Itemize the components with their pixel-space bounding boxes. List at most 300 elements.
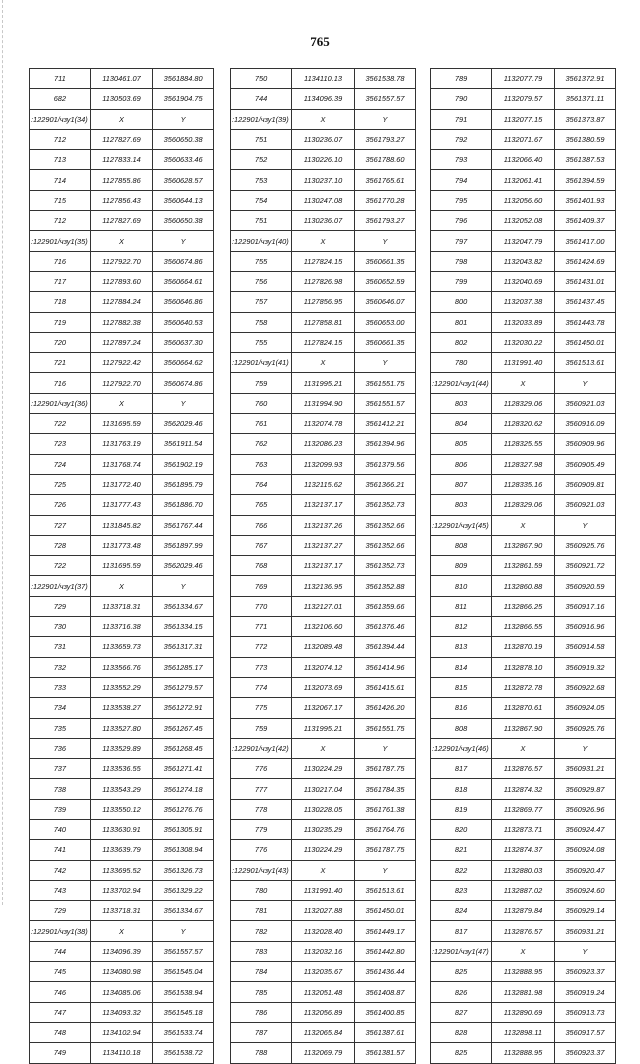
parcel-id-cell: :122901/чзу1(41) [231,353,292,373]
table-row [30,535,214,555]
point-number-cell: 757 [231,292,292,312]
y-header-cell: Y [153,231,214,251]
point-number-cell: 761 [231,414,292,434]
point-number-cell: 732 [30,657,91,677]
x-coordinate-cell: 1133630.91 [90,819,153,839]
point-number-cell: 797 [431,231,492,251]
parcel-header-row [431,515,616,535]
x-coordinate-cell: 1132867.90 [492,718,555,738]
table-row [231,677,416,697]
point-number-cell: 808 [431,718,492,738]
y-coordinate-cell: 3561793.27 [354,211,415,231]
y-coordinate-cell: 3561387.53 [554,150,615,170]
y-coordinate-cell: 3561417.00 [554,231,615,251]
table-row [30,840,214,860]
point-number-cell: 712 [30,129,91,149]
point-number-cell: 768 [231,556,292,576]
x-coordinate-cell: 1133543.29 [90,779,153,799]
y-coordinate-cell: 3562029.46 [153,556,214,576]
y-coordinate-cell: 3561334.67 [153,901,214,921]
y-coordinate-cell: 3560650.38 [153,211,214,231]
table-row [30,819,214,839]
point-number-cell: 724 [30,454,91,474]
y-coordinate-cell: 3560922.68 [554,677,615,697]
point-number-cell: 756 [231,271,292,291]
point-number-cell: 788 [231,1043,292,1063]
y-coordinate-cell: 3561334.15 [153,617,214,637]
y-coordinate-cell: 3561426.20 [354,698,415,718]
point-number-cell: 755 [231,332,292,352]
point-number-cell: 803 [431,393,492,413]
parcel-id-cell: :122901/чзу1(35) [30,231,91,251]
point-number-cell: 738 [30,779,91,799]
coordinates-table-2 [230,68,416,1064]
x-coordinate-cell: 1131768.74 [90,454,153,474]
table-row [30,312,214,332]
x-coordinate-cell: 1132861.59 [492,556,555,576]
x-header-cell: X [292,231,355,251]
table-row [30,454,214,474]
y-coordinate-cell: 3561911.54 [153,434,214,454]
point-number-cell: 824 [431,901,492,921]
x-coordinate-cell: 1132137.17 [292,556,355,576]
point-number-cell: 760 [231,393,292,413]
point-number-cell: 718 [30,292,91,312]
point-number-cell: 750 [231,69,292,89]
table-row [30,596,214,616]
point-number-cell: 742 [30,860,91,880]
point-number-cell: 733 [30,677,91,697]
y-header-cell: Y [554,941,615,961]
y-coordinate-cell: 3561381.57 [354,1043,415,1063]
y-coordinate-cell: 3560921.72 [554,556,615,576]
table-row [30,211,214,231]
table-row [30,515,214,535]
table-row [30,69,214,89]
table-row [431,779,616,799]
table-row [431,799,616,819]
x-coordinate-cell: 1132879.84 [492,901,555,921]
x-coordinate-cell: 1131994.90 [292,393,355,413]
table-row [30,332,214,352]
table-row [30,434,214,454]
table-row [231,454,416,474]
table-row [231,779,416,799]
point-number-cell: 754 [231,190,292,210]
x-coordinate-cell: 1131991.40 [492,353,555,373]
x-coordinate-cell: 1130226.10 [292,150,355,170]
y-coordinate-cell: 3561379.56 [354,454,415,474]
x-coordinate-cell: 1134096.39 [292,89,355,109]
y-coordinate-cell: 3560916.09 [554,414,615,434]
y-coordinate-cell: 3560919.24 [554,982,615,1002]
point-number-cell: 712 [30,211,91,231]
point-number-cell: 776 [231,759,292,779]
point-number-cell: 807 [431,474,492,494]
x-coordinate-cell: 1132867.90 [492,535,555,555]
table-row [231,393,416,413]
x-coordinate-cell: 1133550.12 [90,799,153,819]
y-coordinate-cell: 3560661.35 [354,251,415,271]
coordinates-table-1 [29,68,214,1064]
point-number-cell: 722 [30,414,91,434]
table-row [30,738,214,758]
y-coordinate-cell: 3561412.21 [354,414,415,434]
y-coordinate-cell: 3560924.47 [554,819,615,839]
table-row [231,129,416,149]
y-header-cell: Y [354,738,415,758]
y-coordinate-cell: 3561387.61 [354,1022,415,1042]
table-row [231,982,416,1002]
y-header-cell: Y [354,109,415,129]
y-coordinate-cell: 3561274.18 [153,779,214,799]
x-coordinate-cell: 1132881.98 [492,982,555,1002]
table-row [231,414,416,434]
y-coordinate-cell: 3561279.57 [153,677,214,697]
parcel-header-row [30,393,214,413]
table-row [431,1002,616,1022]
table-row [231,190,416,210]
parcel-header-row [231,109,416,129]
table-row [30,414,214,434]
x-coordinate-cell: 1130237.10 [292,170,355,190]
point-number-cell: 769 [231,576,292,596]
y-coordinate-cell: 3562029.46 [153,414,214,434]
y-coordinate-cell: 3560925.76 [554,535,615,555]
x-coordinate-cell: 1133552.29 [90,677,153,697]
parcel-id-cell: :122901/чзу1(44) [431,373,492,393]
y-header-cell: Y [153,109,214,129]
y-coordinate-cell: 3561372.91 [554,69,615,89]
table-row [30,759,214,779]
x-header-cell: X [492,738,555,758]
point-number-cell: 785 [231,982,292,1002]
table-row [231,617,416,637]
y-coordinate-cell: 3561352.66 [354,535,415,555]
point-number-cell: 801 [431,312,492,332]
x-header-cell: X [90,576,153,596]
y-coordinate-cell: 3560646.86 [153,292,214,312]
table-row [431,677,616,697]
x-coordinate-cell: 1134093.32 [90,1002,153,1022]
x-coordinate-cell: 1128325.55 [492,434,555,454]
table-row [431,170,616,190]
point-number-cell: 813 [431,637,492,657]
table-row [431,474,616,494]
point-number-cell: 755 [231,251,292,271]
table-row [431,454,616,474]
x-coordinate-cell: 1133527.80 [90,718,153,738]
table-row [30,779,214,799]
x-coordinate-cell: 1132086.23 [292,434,355,454]
table-row [231,271,416,291]
y-coordinate-cell: 3561437.45 [554,292,615,312]
y-coordinate-cell: 3561545.04 [153,962,214,982]
x-coordinate-cell: 1130224.29 [292,759,355,779]
table-row [431,657,616,677]
y-coordinate-cell: 3560909.96 [554,434,615,454]
x-coordinate-cell: 1132074.78 [292,414,355,434]
x-coordinate-cell: 1131991.40 [292,880,355,900]
y-coordinate-cell: 3561276.76 [153,799,214,819]
table-row [431,759,616,779]
x-coordinate-cell: 1132898.11 [492,1022,555,1042]
x-coordinate-cell: 1133716.38 [90,617,153,637]
point-number-cell: 721 [30,353,91,373]
y-coordinate-cell: 3561352.73 [354,495,415,515]
table-row [231,657,416,677]
y-coordinate-cell: 3561450.01 [554,332,615,352]
y-coordinate-cell: 3561793.27 [354,129,415,149]
table-row [30,901,214,921]
table-row [30,880,214,900]
table-row [231,921,416,941]
point-number-cell: 763 [231,454,292,474]
y-coordinate-cell: 3561538.78 [354,69,415,89]
table-row [231,880,416,900]
table-row [231,637,416,657]
x-coordinate-cell: 1131777.43 [90,495,153,515]
point-number-cell: 818 [431,779,492,799]
x-coordinate-cell: 1132890.69 [492,1002,555,1022]
parcel-id-cell: :122901/чзу1(39) [231,109,292,129]
point-number-cell: 815 [431,677,492,697]
point-number-cell: 766 [231,515,292,535]
x-coordinate-cell: 1130224.29 [292,840,355,860]
x-coordinate-cell: 1132870.19 [492,637,555,657]
x-coordinate-cell: 1127824.15 [292,332,355,352]
table-row [231,576,416,596]
x-coordinate-cell: 1133639.79 [90,840,153,860]
y-coordinate-cell: 3560909.81 [554,474,615,494]
point-number-cell: 719 [30,312,91,332]
x-coordinate-cell: 1132052.08 [492,211,555,231]
x-coordinate-cell: 1131995.21 [292,718,355,738]
parcel-header-row [231,860,416,880]
y-coordinate-cell: 3561449.17 [354,921,415,941]
parcel-id-cell: :122901/чзу1(45) [431,515,492,535]
y-coordinate-cell: 3561538.94 [153,982,214,1002]
x-header-cell: X [90,921,153,941]
table-row [431,819,616,839]
parcel-id-cell: :122901/чзу1(46) [431,738,492,758]
x-coordinate-cell: 1128320.62 [492,414,555,434]
x-header-cell: X [292,353,355,373]
x-coordinate-cell: 1127827.69 [90,129,153,149]
x-coordinate-cell: 1134110.18 [90,1043,153,1063]
x-coordinate-cell: 1132888.95 [492,1043,555,1063]
point-number-cell: 734 [30,698,91,718]
x-coordinate-cell: 1132099.93 [292,454,355,474]
y-coordinate-cell: 3560924.05 [554,698,615,718]
point-number-cell: 737 [30,759,91,779]
y-header-cell: Y [554,515,615,535]
x-coordinate-cell: 1132878.10 [492,657,555,677]
point-number-cell: 736 [30,738,91,758]
x-coordinate-cell: 1127922.70 [90,373,153,393]
y-header-cell: Y [153,576,214,596]
y-coordinate-cell: 3560905.49 [554,454,615,474]
x-coordinate-cell: 1132869.77 [492,799,555,819]
y-coordinate-cell: 3560674.86 [153,373,214,393]
point-number-cell: 819 [431,799,492,819]
page-number: 765 [310,34,330,49]
point-number-cell: 745 [30,962,91,982]
point-number-cell: 780 [431,353,492,373]
table-row [30,617,214,637]
table-row [231,556,416,576]
y-coordinate-cell: 3561352.66 [354,515,415,535]
point-number-cell: 798 [431,251,492,271]
x-coordinate-cell: 1131695.59 [90,414,153,434]
parcel-header-row [431,738,616,758]
y-coordinate-cell: 3560637.30 [153,332,214,352]
point-number-cell: 741 [30,840,91,860]
table-row [431,718,616,738]
x-coordinate-cell: 1133718.31 [90,901,153,921]
point-number-cell: 759 [231,373,292,393]
y-coordinate-cell: 3561400.85 [354,1002,415,1022]
y-coordinate-cell: 3560913.73 [554,1002,615,1022]
x-header-cell: X [90,393,153,413]
table-row [30,129,214,149]
x-coordinate-cell: 1132866.55 [492,617,555,637]
y-coordinate-cell: 3560650.38 [153,129,214,149]
x-coordinate-cell: 1134110.13 [292,69,355,89]
x-coordinate-cell: 1132077.79 [492,69,555,89]
point-number-cell: 814 [431,657,492,677]
point-number-cell: 716 [30,251,91,271]
y-coordinate-cell: 3561450.01 [354,901,415,921]
parcel-id-cell: :122901/чзу1(37) [30,576,91,596]
parcel-header-row [30,576,214,596]
y-coordinate-cell: 3561764.76 [354,819,415,839]
x-coordinate-cell: 1132074.12 [292,657,355,677]
point-number-cell: 717 [30,271,91,291]
y-coordinate-cell: 3560931.21 [554,921,615,941]
y-coordinate-cell: 3561902.19 [153,454,214,474]
x-header-cell: X [292,738,355,758]
x-coordinate-cell: 1132880.03 [492,860,555,880]
x-coordinate-cell: 1132028.40 [292,921,355,941]
point-number-cell: 794 [431,170,492,190]
point-number-cell: 751 [231,211,292,231]
x-coordinate-cell: 1130236.07 [292,129,355,149]
x-header-cell: X [292,109,355,129]
point-number-cell: 825 [431,1043,492,1063]
point-number-cell: 758 [231,312,292,332]
x-coordinate-cell: 1132874.32 [492,779,555,799]
x-coordinate-cell: 1134102.94 [90,1022,153,1042]
x-coordinate-cell: 1127897.24 [90,332,153,352]
table-row [431,880,616,900]
y-coordinate-cell: 3560917.57 [554,1022,615,1042]
x-header-cell: X [292,860,355,880]
table-row [431,596,616,616]
y-coordinate-cell: 3561334.67 [153,596,214,616]
y-coordinate-cell: 3560674.86 [153,251,214,271]
y-coordinate-cell: 3560664.62 [153,353,214,373]
x-coordinate-cell: 1133659.73 [90,637,153,657]
point-number-cell: 804 [431,414,492,434]
table-row [431,1022,616,1042]
table-row [431,190,616,210]
point-number-cell: 777 [231,779,292,799]
table-row [431,353,616,373]
table-row [231,474,416,494]
y-coordinate-cell: 3560661.35 [354,332,415,352]
table-row [30,150,214,170]
point-number-cell: 789 [431,69,492,89]
x-coordinate-cell: 1133536.55 [90,759,153,779]
point-number-cell: 744 [30,941,91,961]
y-coordinate-cell: 3561765.61 [354,170,415,190]
x-coordinate-cell: 1130247.08 [292,190,355,210]
table-row [30,251,214,271]
y-coordinate-cell: 3561352.73 [354,556,415,576]
point-number-cell: 799 [431,271,492,291]
point-number-cell: 775 [231,698,292,718]
table-row [30,1002,214,1022]
point-number-cell: 795 [431,190,492,210]
y-coordinate-cell: 3560653.00 [354,312,415,332]
parcel-id-cell: :122901/чзу1(34) [30,109,91,129]
point-number-cell: 749 [30,1043,91,1063]
point-number-cell: 729 [30,596,91,616]
x-coordinate-cell: 1132876.57 [492,921,555,941]
table-row [30,190,214,210]
point-number-cell: 772 [231,637,292,657]
table-row [431,271,616,291]
y-header-cell: Y [153,393,214,413]
point-number-cell: 809 [431,556,492,576]
point-number-cell: 780 [231,880,292,900]
y-coordinate-cell: 3561329.22 [153,880,214,900]
y-coordinate-cell: 3560640.53 [153,312,214,332]
x-coordinate-cell: 1127826.98 [292,271,355,291]
x-coordinate-cell: 1128329.06 [492,393,555,413]
x-coordinate-cell: 1132071.67 [492,129,555,149]
x-coordinate-cell: 1132056.89 [292,1002,355,1022]
table-row [431,556,616,576]
x-coordinate-cell: 1127855.86 [90,170,153,190]
y-header-cell: Y [554,373,615,393]
x-coordinate-cell: 1127827.69 [90,211,153,231]
y-coordinate-cell: 3560924.08 [554,840,615,860]
x-coordinate-cell: 1127922.42 [90,353,153,373]
point-number-cell: 735 [30,718,91,738]
point-number-cell: 827 [431,1002,492,1022]
y-coordinate-cell: 3561394.44 [354,637,415,657]
point-number-cell: 753 [231,170,292,190]
table-row [30,677,214,697]
x-header-cell: X [492,941,555,961]
y-coordinate-cell: 3561409.37 [554,211,615,231]
y-coordinate-cell: 3560929.14 [554,901,615,921]
y-coordinate-cell: 3561884.80 [153,69,214,89]
x-coordinate-cell: 1134080.98 [90,962,153,982]
y-coordinate-cell: 3561436.44 [354,962,415,982]
point-number-cell: 796 [431,211,492,231]
point-number-cell: 820 [431,819,492,839]
table-row [231,1022,416,1042]
x-coordinate-cell: 1132067.17 [292,698,355,718]
point-number-cell: 770 [231,596,292,616]
table-row [231,1043,416,1063]
x-coordinate-cell: 1132033.89 [492,312,555,332]
table-row [30,982,214,1002]
parcel-header-row [30,921,214,941]
